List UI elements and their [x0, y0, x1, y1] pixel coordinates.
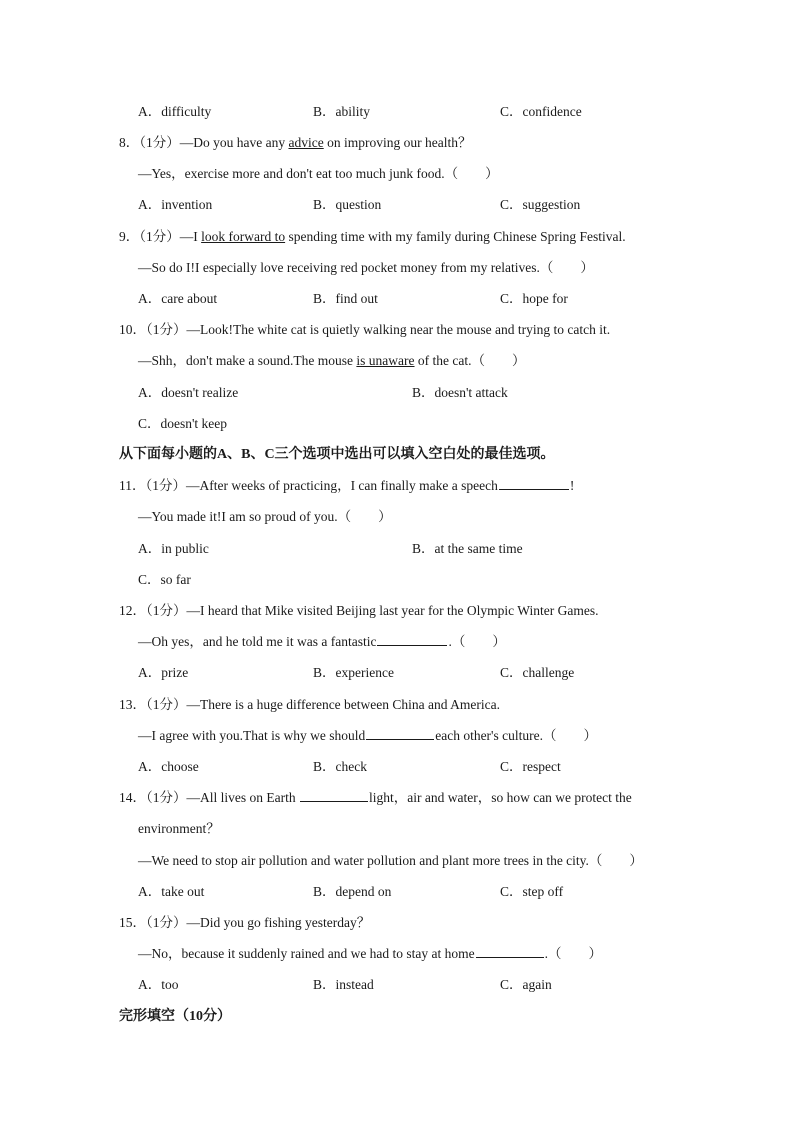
q15-option-c: C．again	[500, 977, 552, 992]
q12-option-b: B．experience	[313, 665, 394, 680]
q12-option-a: A．prize	[138, 665, 189, 680]
q8-option-c: C．suggestion	[500, 197, 581, 212]
q15-option-a: A．too	[138, 977, 179, 992]
q8-option-a: A．invention	[138, 197, 213, 212]
q9-option-c: C．hope for	[500, 291, 568, 306]
q14-question-continued: environment？	[138, 821, 220, 836]
q9-option-b: B．find out	[313, 291, 378, 306]
q11-option-b: B．at the same time	[412, 541, 523, 556]
q13-reply: —I agree with you.That is why we should each other's culture.（ ）	[138, 728, 597, 743]
q13-option-a: A．choose	[138, 759, 199, 774]
q14-option-c: C．step off	[500, 884, 564, 899]
q14-option-b: B．depend on	[313, 884, 392, 899]
q11-question: 11．（1分）—After weeks of practicing，I can finally make a speech !	[119, 478, 575, 493]
q13-question: 13．（1分）—There is a huge difference between China and America.	[119, 697, 500, 712]
q10-option-c: C．doesn't keep	[138, 416, 228, 431]
q11-blank	[499, 477, 569, 490]
section-heading-cloze: 完形填空（10分）	[119, 1009, 231, 1024]
q14-blank	[300, 789, 368, 802]
q7-option-c: C．confidence	[500, 104, 582, 119]
q14-question: 14．（1分）—All lives on Earth light，air and water，so how can we protect the	[119, 790, 632, 805]
q8-reply: —Yes，exercise more and don't eat too much junk food.（ ）	[138, 166, 499, 181]
q12-blank	[377, 633, 447, 646]
q11-option-c: C．so far	[138, 572, 191, 587]
q13-option-c: C．respect	[500, 759, 561, 774]
q7-option-b: B．ability	[313, 104, 370, 119]
q10-question: 10．（1分）—Look!The white cat is quietly walking near the mouse and trying to catch it.	[119, 322, 611, 337]
q15-question: 15．（1分）—Did you go fishing yesterday？	[119, 915, 371, 930]
q10-option-b: B．doesn't attack	[412, 385, 508, 400]
q9-reply: —So do I!I especially love receiving red pocket money from my relatives.（ ）	[138, 260, 594, 275]
q8-question: 8．（1分）—Do you have any advice on improving our health？	[119, 135, 472, 150]
q10-reply: —Shh，don't make a sound.The mouse is unaware of the cat.（ ）	[138, 353, 526, 368]
q9-question: 9．（1分）—I look forward to spending time with my family during Chinese Spring Festival.	[119, 229, 626, 244]
q15-reply: —No，because it suddenly rained and we had to stay at home .（ ）	[138, 946, 603, 961]
q10-option-a: A．doesn't realize	[138, 385, 239, 400]
q14-option-a: A．take out	[138, 884, 205, 899]
q12-reply: —Oh yes，and he told me it was a fantastic .（ ）	[138, 634, 506, 649]
q13-blank	[366, 727, 434, 740]
section-heading-choice: 从下面每小题的A、B、C三个选项中选出可以填入空白处的最佳选项。	[119, 447, 555, 462]
q12-question: 12．（1分）—I heard that Mike visited Beijing last year for the Olympic Winter Games.	[119, 603, 599, 618]
q8-option-b: B．question	[313, 197, 382, 212]
q13-option-b: B．check	[313, 759, 367, 774]
q15-option-b: B．instead	[313, 977, 374, 992]
q15-blank	[476, 945, 544, 958]
q14-reply: —We need to stop air pollution and water pollution and plant more trees in the city.（ ）	[138, 853, 643, 868]
q11-reply: —You made it!I am so proud of you.（ ）	[138, 509, 392, 524]
q7-option-a: A．difficulty	[138, 104, 212, 119]
q11-option-a: A．in public	[138, 541, 209, 556]
q9-option-a: A．care about	[138, 291, 218, 306]
q12-option-c: C．challenge	[500, 665, 575, 680]
